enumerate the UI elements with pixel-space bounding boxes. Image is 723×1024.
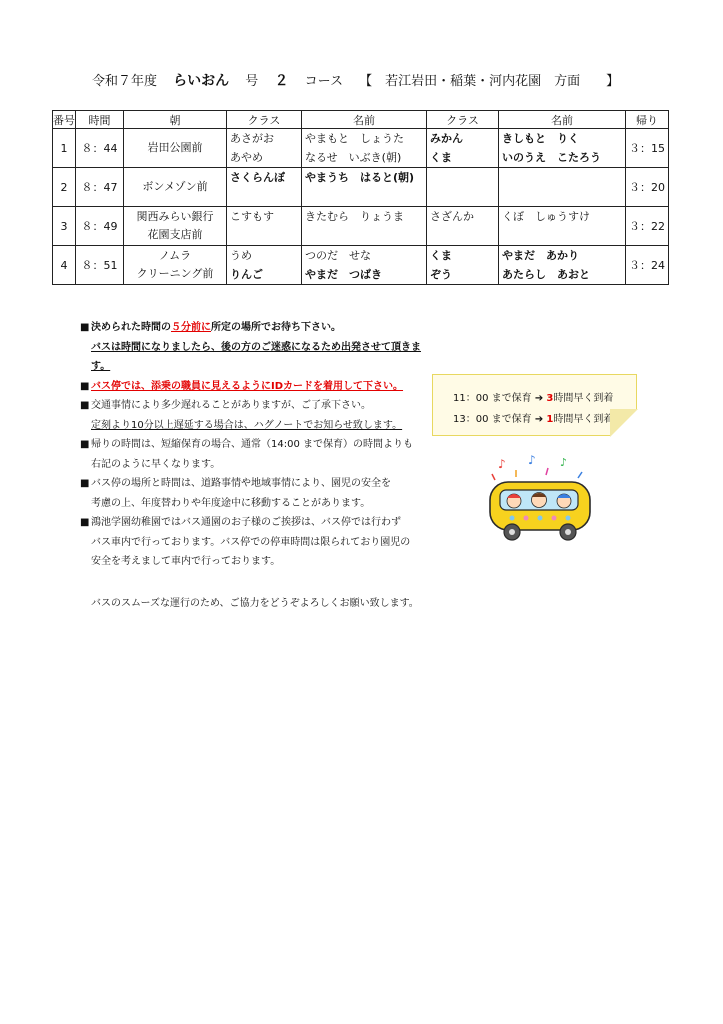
class-name: くま (430, 249, 452, 262)
note-text: 決められた時間の (91, 322, 171, 333)
child-name: くぼ しゅうすけ (502, 210, 590, 223)
note-text: 安全を考えまして車内で行っております。 (91, 556, 281, 567)
class-name: りんご (230, 268, 263, 281)
bullet-icon: ■ (80, 517, 90, 528)
title-course-number: ２ (274, 73, 289, 89)
names-cell (302, 207, 427, 246)
early-arrival-hours: 1 (546, 414, 554, 425)
col-header: 時間 (76, 111, 124, 129)
child-name: なるせ いぶき(朝) (305, 151, 402, 164)
note-text: バス停の場所と時間は、道路事情や地域事情により、園児の安全を (91, 478, 391, 489)
early-arrival-condition: 13：00 まで保育 (453, 414, 532, 425)
title-course: コース (304, 74, 343, 89)
title-gou: 号 (245, 74, 259, 89)
bullet-icon: ■ (80, 478, 90, 489)
note-continuation (80, 494, 440, 514)
note-item (80, 377, 440, 397)
notes-section (80, 318, 440, 613)
table-row (53, 168, 669, 207)
stop-name (124, 129, 227, 168)
col-header: 名前 (302, 111, 427, 129)
class-name: あさがお (230, 132, 274, 145)
class-name: あやめ (230, 151, 263, 164)
names-cell (302, 168, 427, 207)
note-item (80, 396, 440, 416)
note-text: バスは時間になりましたら、後の方のご迷惑になるため出発させて頂きます。 (91, 341, 421, 372)
title-destination: 【 若江岩田・稲葉・河内花園 方面 】 (359, 74, 620, 89)
arrow-right-icon: ➔ (534, 393, 544, 404)
note-text: 定刻より10分以上遅延する場合は、ハグノートでお知らせ致します。 (91, 419, 403, 431)
title-year: 令和７年度 (92, 74, 158, 89)
early-arrival-row (453, 410, 613, 425)
names-cell (499, 129, 626, 168)
table-row (53, 246, 669, 285)
col-header: クラス (227, 111, 302, 129)
note-continuation (80, 552, 440, 572)
class-name: みかん (430, 132, 463, 145)
note-item (80, 318, 440, 338)
note-text: バス車内で行っております。バス停での停車時間は限られており園児の (91, 536, 411, 548)
child-name: やまだ あかり (502, 249, 579, 262)
class-name: ぞう (430, 268, 452, 281)
bus-schedule-table (52, 110, 669, 285)
svg-text:♪: ♪ (560, 456, 568, 469)
child-name: やまうち はると(朝) (305, 171, 415, 184)
child-name: あたらし あおと (502, 268, 590, 281)
class-cell (227, 129, 302, 168)
bullet-icon: ■ (80, 322, 90, 333)
class-cell (427, 168, 499, 207)
closing-message: バスのスムーズな運行のため、ご協力をどうぞよろしくお願い致します。 (91, 597, 419, 609)
names-cell (499, 246, 626, 285)
stop-name-line: ボンメゾン前 (142, 180, 208, 193)
morning-time: ８：51 (76, 246, 124, 285)
note-item (80, 435, 440, 455)
col-header: 番号 (53, 111, 76, 129)
stop-name-line: 関西みらい銀行 (136, 210, 214, 223)
morning-time: ８：44 (76, 129, 124, 168)
col-header: 朝 (124, 111, 227, 129)
early-arrival-row (453, 389, 613, 404)
stop-name (124, 168, 227, 207)
stop-number: 4 (53, 246, 76, 285)
table-row (53, 129, 669, 168)
note-continuation (80, 338, 440, 377)
child-name: つのだ せな (305, 249, 371, 262)
note-text: 鴻池学園幼稚園ではバス通園のお子様のご挨拶は、バス停では行わず (91, 517, 401, 528)
table-header-row (53, 111, 669, 129)
early-arrival-text: 時間早く到着 (553, 414, 614, 425)
return-time: ３：20 (626, 168, 669, 207)
bullet-icon: ■ (80, 400, 90, 411)
names-cell (499, 207, 626, 246)
child-name: いのうえ こたろう (502, 151, 601, 164)
morning-time: ８：49 (76, 207, 124, 246)
col-header: クラス (427, 111, 499, 129)
arrow-right-icon: ➔ (534, 414, 544, 425)
stop-name (124, 207, 227, 246)
stop-number: 2 (53, 168, 76, 207)
return-time: ３：22 (626, 207, 669, 246)
sticky-fold-corner (610, 409, 638, 437)
note-text: 帰りの時間は、短縮保育の場合、通常（14:00 まで保育）の時間よりも (91, 439, 413, 450)
class-cell (427, 246, 499, 285)
svg-text:♪: ♪ (528, 454, 536, 467)
class-name: さくらんぼ (230, 171, 285, 184)
class-name: うめ (230, 249, 252, 262)
school-bus-illustration-icon (484, 454, 596, 546)
child-name: きしもと りく (502, 132, 579, 145)
note-item (80, 513, 440, 533)
early-arrival-sticky-note (432, 374, 637, 436)
child-name: やまもと しょうた (305, 132, 404, 145)
class-name: くま (430, 151, 452, 164)
stop-number: 3 (53, 207, 76, 246)
note-text: 考慮の上、年度替わりや年度途中に移動することがあります。 (91, 497, 371, 509)
table-row (53, 207, 669, 246)
svg-text:♪: ♪ (498, 457, 506, 471)
note-text: 交通事情により多少遅れることがありますが、ご了承下さい。 (91, 400, 371, 411)
note-continuation (80, 455, 440, 475)
title-bus-name: らいおん (173, 73, 230, 89)
class-cell (427, 129, 499, 168)
stop-name-line: 花園支店前 (147, 228, 203, 241)
early-arrival-text: 時間早く到着 (553, 393, 614, 404)
class-cell (227, 207, 302, 246)
bullet-icon: ■ (80, 439, 90, 450)
page-title (92, 70, 631, 90)
child-name: やまだ つばき (305, 268, 382, 281)
return-time: ３：15 (626, 129, 669, 168)
stop-name-line: クリーニング前 (136, 267, 214, 280)
child-name: きたむら りょうま (305, 210, 404, 223)
class-name: さざんか (430, 210, 474, 223)
stop-name (124, 246, 227, 285)
note-highlight: ５分前に (171, 322, 211, 333)
names-cell (499, 168, 626, 207)
col-header: 帰り (626, 111, 669, 129)
return-time: ３：24 (626, 246, 669, 285)
note-continuation (80, 416, 440, 436)
col-header: 名前 (499, 111, 626, 129)
class-cell (227, 168, 302, 207)
note-continuation (80, 533, 440, 553)
stop-name-line: 岩田公園前 (147, 141, 203, 154)
early-arrival-condition: 11：00 まで保育 (453, 393, 532, 404)
class-cell (227, 246, 302, 285)
stop-name-line: ノムラ (158, 249, 192, 262)
class-name: こすもす (230, 210, 274, 223)
note-text: 右記のように早くなります。 (91, 458, 221, 470)
note-text: バス停では、添乗の職員に見えるようにIDカードを着用して下さい。 (91, 380, 404, 392)
class-cell (427, 207, 499, 246)
names-cell (302, 246, 427, 285)
morning-time: ８：47 (76, 168, 124, 207)
note-item (80, 474, 440, 494)
note-text: 所定の場所でお待ち下さい。 (211, 322, 341, 333)
bullet-icon: ■ (80, 380, 90, 392)
early-arrival-hours: 3 (546, 393, 554, 404)
names-cell (302, 129, 427, 168)
stop-number: 1 (53, 129, 76, 168)
